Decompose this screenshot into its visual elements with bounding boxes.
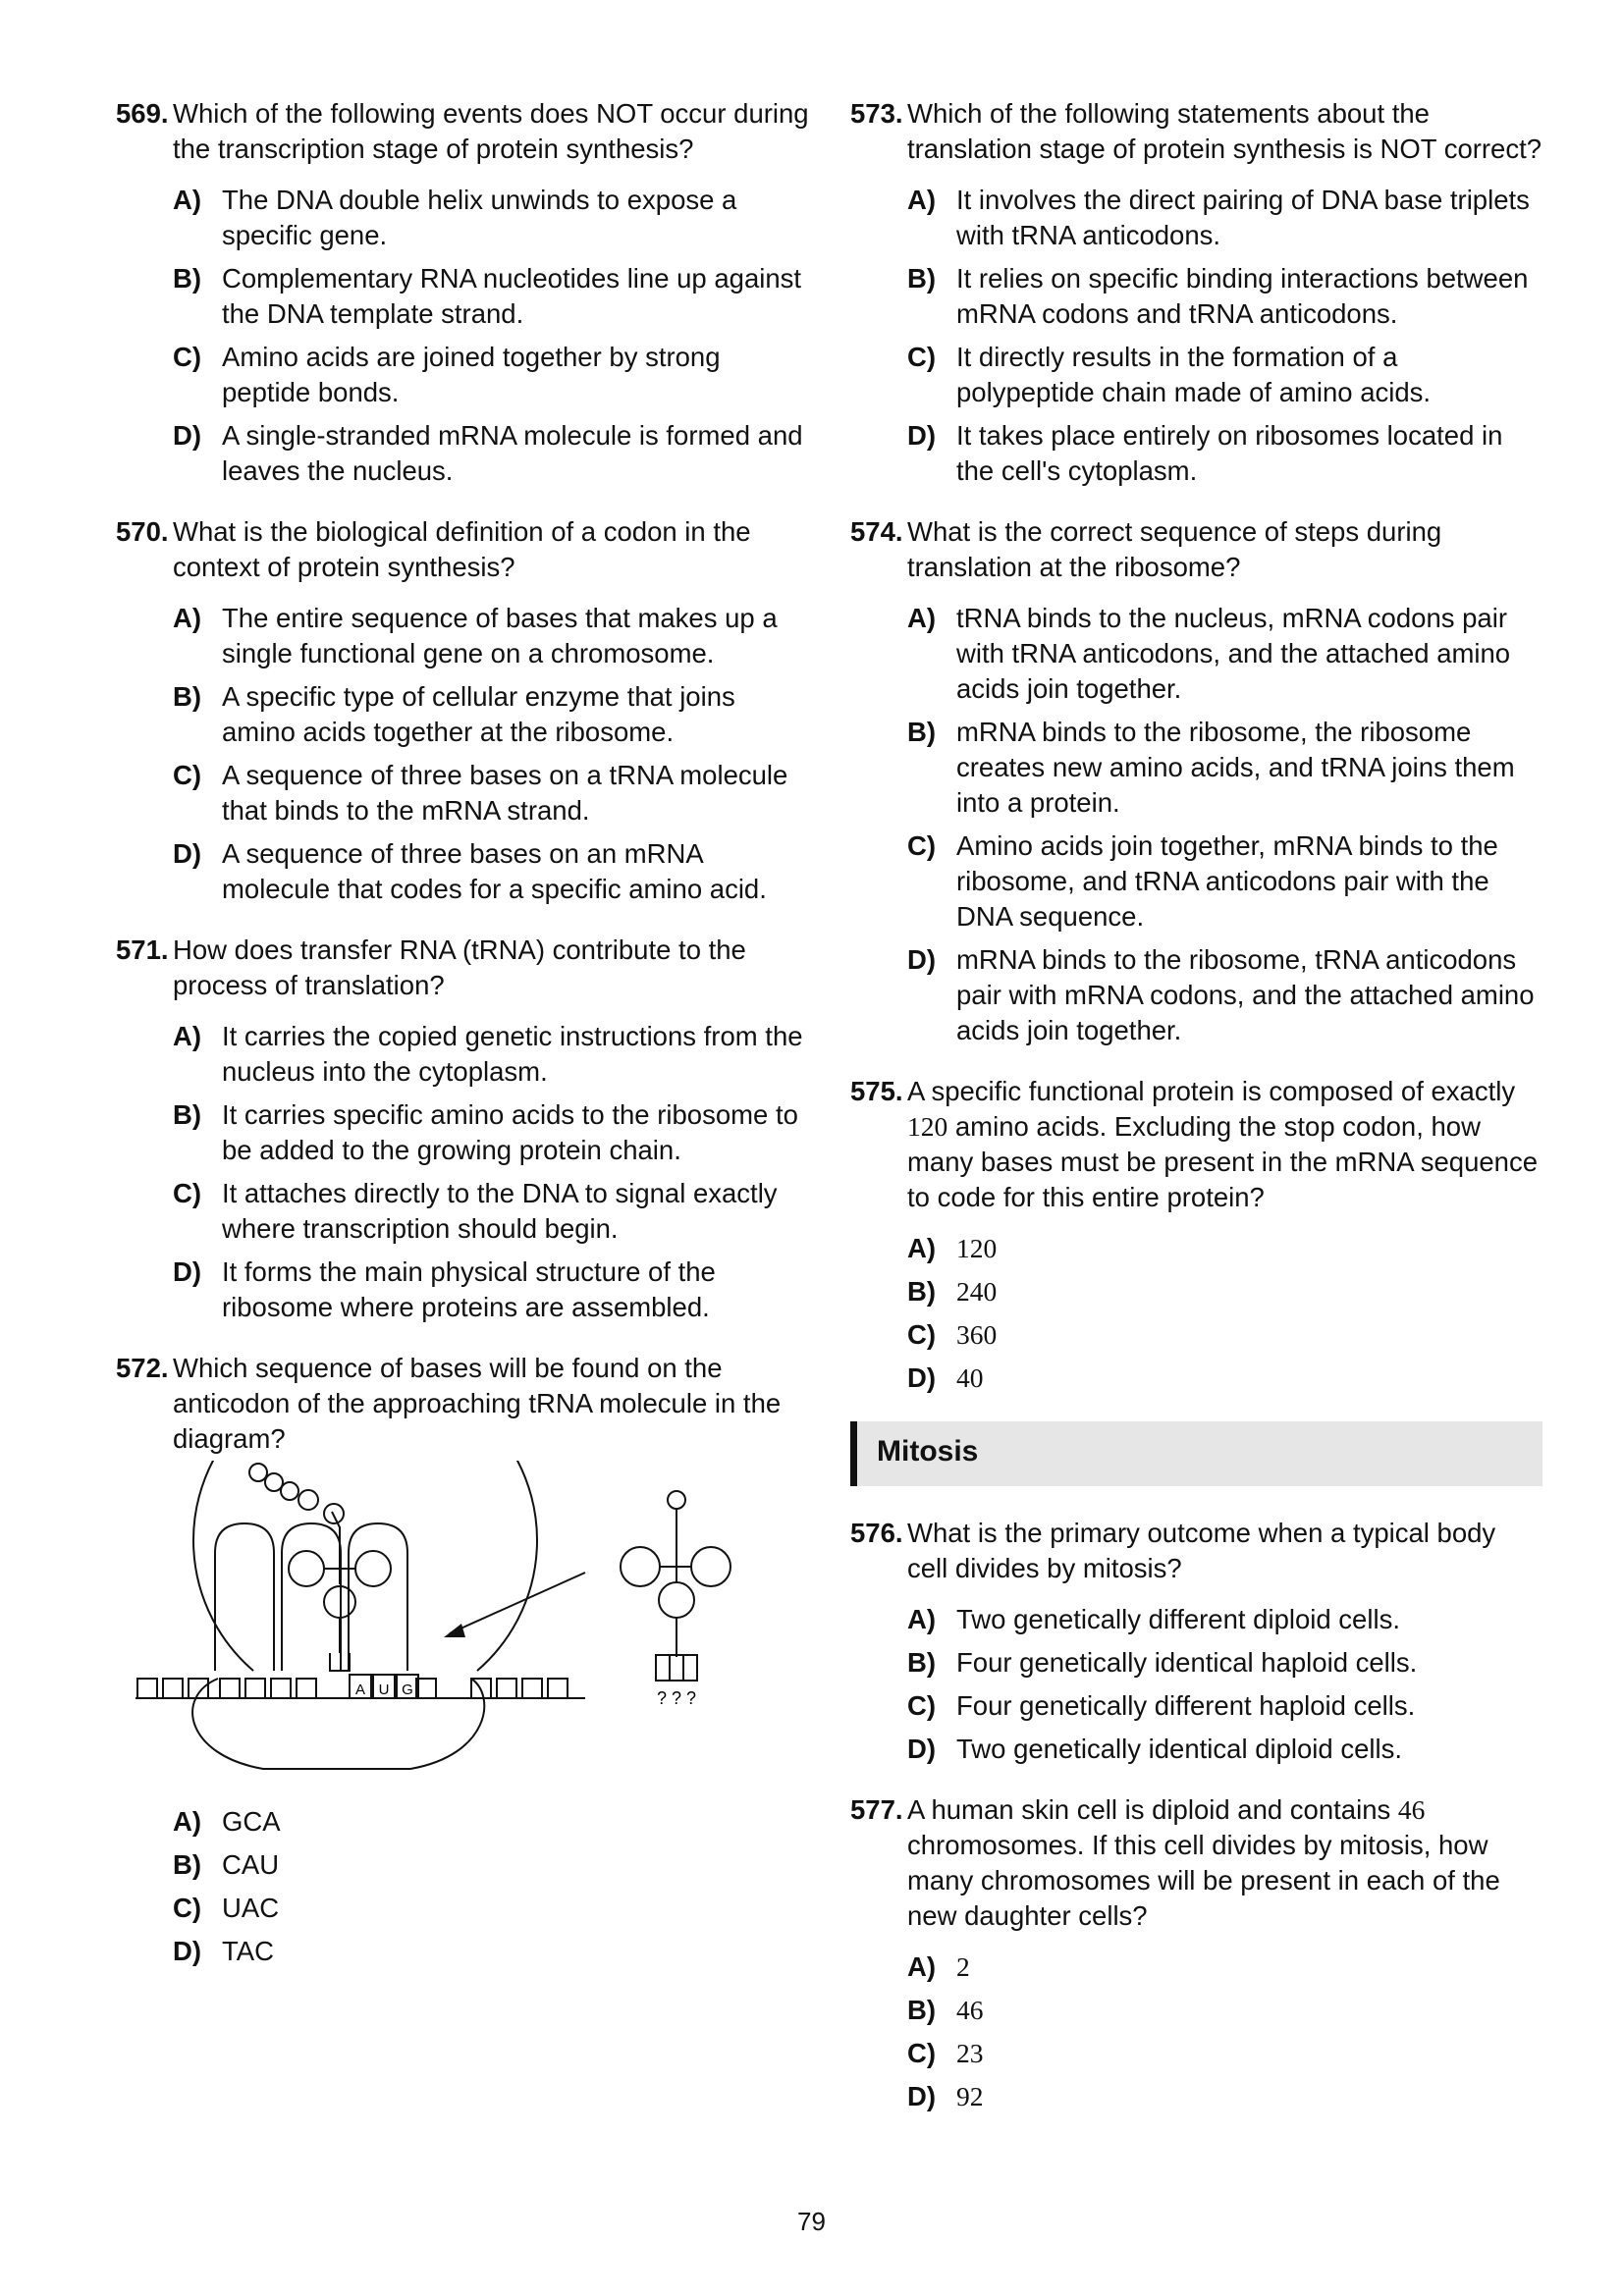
right-column <box>850 96 1542 2140</box>
question-text: What is the correct sequence of steps during translation at the ribosome? <box>907 516 1442 582</box>
answer-option: D) A single-stranded mRNA molecule is formed and leaves the nucleus. <box>173 420 803 486</box>
question-text: Which sequence of bases will be found on the anticodon of the approaching tRNA molecule in the diagram? <box>173 1353 782 1454</box>
answer-option: B) A specific type of cellular enzyme that joins amino acids together at the ribosome. <box>173 681 735 747</box>
question-569 <box>116 96 813 489</box>
question-number: 574. <box>850 516 903 547</box>
answer-option: B) mRNA binds to the ribosome, the ribosome creates new amino acids, and tRNA joins them into a protein. <box>907 717 1515 818</box>
answer-option: A) GCA <box>173 1806 281 1837</box>
unknown-anticodon: ? ? ? <box>656 1688 697 1708</box>
answer-option: D) 92 <box>907 2081 984 2111</box>
answer-option: A) It involves the direct pairing of DNA base triplets with tRNA anticodons. <box>907 185 1530 250</box>
question-text: What is the biological definition of a codon in the context of protein synthesis? <box>173 516 751 582</box>
answer-option: D) TAC <box>173 1936 274 1966</box>
answer-option: B) 46 <box>907 1995 984 2025</box>
question-572 <box>116 1351 813 1969</box>
answer-option: C) Four genetically different haploid cells. <box>907 1690 1416 1721</box>
answer-option: C) A sequence of three bases on a tRNA molecule that binds to the mRNA strand. <box>173 760 788 826</box>
question-text: How does transfer RNA (tRNA) contribute to the process of translation? <box>173 934 746 1000</box>
answer-option: C) Amino acids join together, mRNA binds to the ribosome, and tRNA anticodons pair with the DNA sequence. <box>907 830 1498 932</box>
question-576 <box>850 1516 1542 1767</box>
answer-option: B) CAU <box>173 1849 280 1880</box>
question-text: Which of the following statements about the translation stage of protein synthesis is NOT correct? <box>907 98 1542 164</box>
answer-option: D) A sequence of three bases on an mRNA molecule that codes for a specific amino acid. <box>173 838 767 904</box>
answer-option: D) It takes place entirely on ribosomes located in the cell's cytoplasm. <box>907 420 1503 486</box>
question-text: What is the primary outcome when a typical body cell divides by mitosis? <box>907 1518 1496 1583</box>
answer-option: C) It directly results in the formation of a polypeptide chain made of amino acids. <box>907 342 1432 407</box>
ribosome-translation-diagram <box>116 1461 744 1785</box>
question-text: A human skin cell is diploid and contains 46 chromosomes. If this cell divides by mitosis, how many chromosomes will be present in each of the new daughter cells? <box>907 1794 1500 1931</box>
answer-option: A) 2 <box>907 1951 970 1982</box>
question-575 <box>850 1074 1542 1396</box>
answer-option: C) Amino acids are joined together by strong peptide bonds. <box>173 342 721 407</box>
question-571 <box>116 933 813 1325</box>
answer-option: A) The DNA double helix unwinds to expose a specific gene. <box>173 185 737 250</box>
small-subunit-outline <box>192 1679 484 1769</box>
answer-option: D) mRNA binds to the ribosome, tRNA anticodons pair with mRNA codons, and the attached amino acids join together. <box>907 944 1535 1045</box>
answer-option: D) 40 <box>907 1362 984 1393</box>
codon-base: G <box>402 1682 413 1698</box>
section-title: Mitosis <box>877 1435 979 1468</box>
answer-option: A) It carries the copied genetic instructions from the nucleus into the cytoplasm. <box>173 1021 803 1087</box>
question-number: 572. <box>116 1353 169 1383</box>
answer-option: B) It carries specific amino acids to the ribosome to be added to the growing protein chain. <box>173 1099 798 1165</box>
question-number: 571. <box>116 934 169 965</box>
question-570 <box>116 514 813 907</box>
answer-option: D) It forms the main physical structure of the ribosome where proteins are assembled. <box>173 1256 716 1322</box>
left-column <box>116 96 813 1995</box>
question-number: 573. <box>850 98 903 129</box>
answer-option: A) Two genetically different diploid cells. <box>907 1604 1400 1634</box>
question-number: 570. <box>116 516 169 547</box>
question-number: 577. <box>850 1794 903 1825</box>
answer-option: D) Two genetically identical diploid cells. <box>907 1734 1402 1764</box>
question-573 <box>850 96 1542 489</box>
codon-base: U <box>378 1682 390 1698</box>
answer-option: A) 120 <box>907 1233 998 1263</box>
codon-base: A <box>354 1682 366 1698</box>
answer-option: A) tRNA binds to the nucleus, mRNA codons pair with tRNA anticodons, and the attached amino acids join together. <box>907 603 1511 704</box>
question-number: 575. <box>850 1076 903 1106</box>
answer-option: C) 23 <box>907 2038 984 2068</box>
large-subunit-outline <box>193 1461 537 1671</box>
answer-option: C) 360 <box>907 1319 998 1350</box>
arrow-head <box>444 1624 465 1637</box>
section-header-mitosis <box>850 1421 1542 1486</box>
answer-option: C) It attaches directly to the DNA to signal exactly where transcription should begin. <box>173 1178 778 1244</box>
answer-option: B) It relies on specific binding interactions between mRNA codons and tRNA anticodons. <box>907 263 1529 329</box>
question-text: Which of the following events does NOT occur during the transcription stage of protein synthesis? <box>173 98 809 164</box>
question-number: 569. <box>116 98 169 129</box>
answer-option: B) Four genetically identical haploid cells. <box>907 1647 1418 1678</box>
question-577 <box>850 1792 1542 2114</box>
answer-option: A) The entire sequence of bases that makes up a single functional gene on a chromosome. <box>173 603 778 668</box>
question-number: 576. <box>850 1518 903 1548</box>
answer-option: B) Complementary RNA nucleotides line up against the DNA template strand. <box>173 263 802 329</box>
answer-option: C) UAC <box>173 1893 280 1923</box>
page-number: 79 <box>797 2207 826 2236</box>
question-text: A specific functional protein is composed of exactly 120 amino acids. Excluding the stop codon, how many bases must be present in the mRNA sequence to code for this entire protein? <box>907 1076 1539 1212</box>
question-574 <box>850 514 1542 1048</box>
answer-option: B) 240 <box>907 1276 998 1307</box>
